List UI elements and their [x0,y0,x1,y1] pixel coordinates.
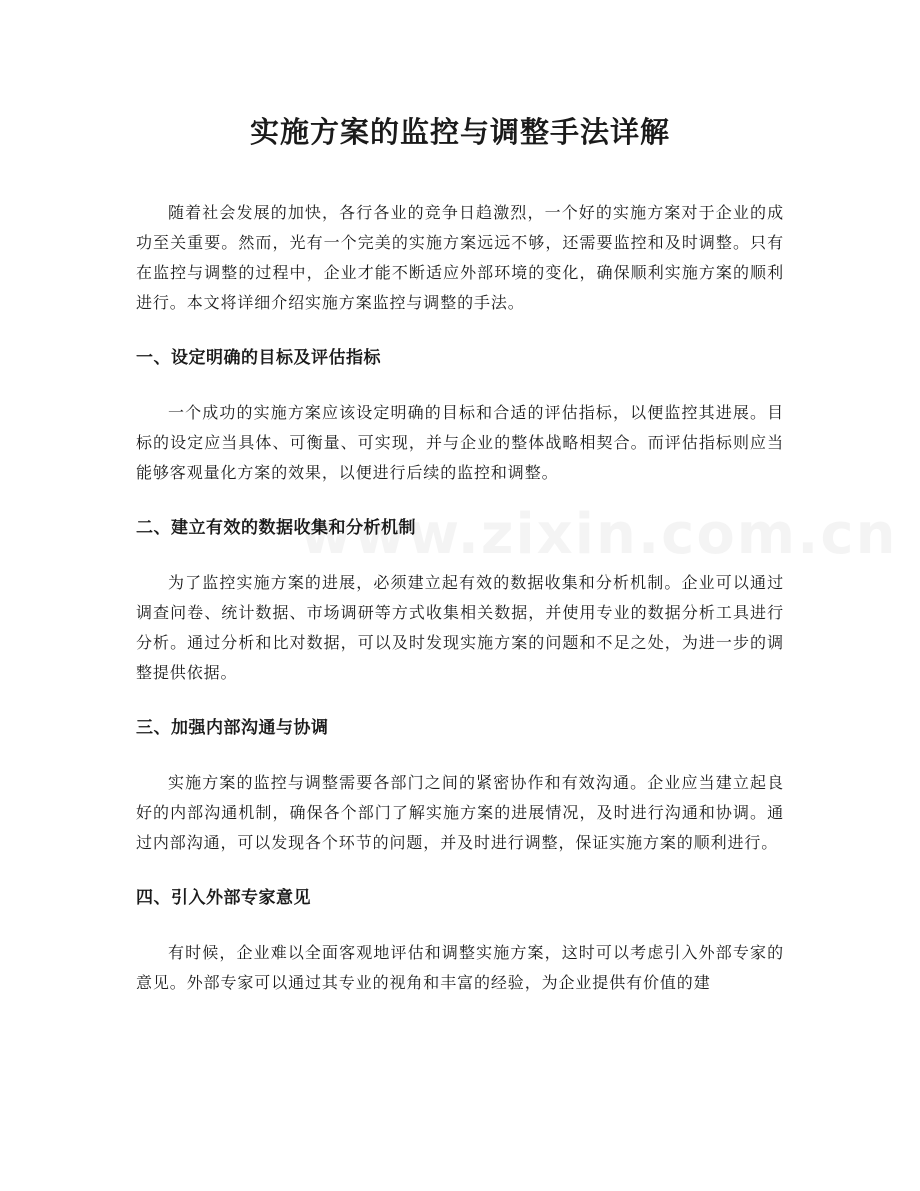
section-1-body: 一个成功的实施方案应该设定明确的目标和合适的评估指标，以便监控其进展。目标的设定应当具体、可衡量、可实现，并与企业的整体战略相契合。而评估指标则应当能够客观量化方案的效果，以便进行后续的监控和调整。 [136,403,784,482]
section-3-heading: 三、加强内部沟通与协调 [136,718,329,738]
document-title: 实施方案的监控与调整手法详解 [249,115,670,149]
section-3-body: 实施方案的监控与调整需要各部门之间的紧密协作和有效沟通。企业应当建立起良好的内部沟通机制，确保各个部门了解实施方案的进展情况，及时进行沟通和协调。通过内部沟通，可以发现各个环节的问题，并及时进行调整，保证实施方案的顺利进行。 [136,773,784,852]
section-4-heading: 四、引入外部专家意见 [136,888,311,908]
section-4-body: 有时候，企业难以全面客观地评估和调整实施方案，这时可以考虑引入外部专家的意见。外部专家可以通过其专业的视角和丰富的经验，为企业提供有价值的建 [136,943,784,992]
section-2-heading: 二、建立有效的数据收集和分析机制 [136,518,416,538]
section-2-body: 为了监控实施方案的进展，必须建立起有效的数据收集和分析机制。企业可以通过调查问卷、统计数据、市场调研等方式收集相关数据，并使用专业的数据分析工具进行分析。通过分析和比对数据，可以及时发现实施方案的问题和不足之处，为进一步的调整提供依据。 [136,573,784,682]
intro-paragraph: 随着社会发展的加快，各行各业的竞争日趋激烈，一个好的实施方案对于企业的成功至关重要。然而，光有一个完美的实施方案远远不够，还需要监控和及时调整。只有在监控与调整的过程中，企业才能不断适应外部环境的变化，确保顺利实施方案的顺利进行。本文将详细介绍实施方案监控与调整的手法。 [136,203,784,312]
section-1-heading: 一、设定明确的目标及评估指标 [136,348,381,368]
